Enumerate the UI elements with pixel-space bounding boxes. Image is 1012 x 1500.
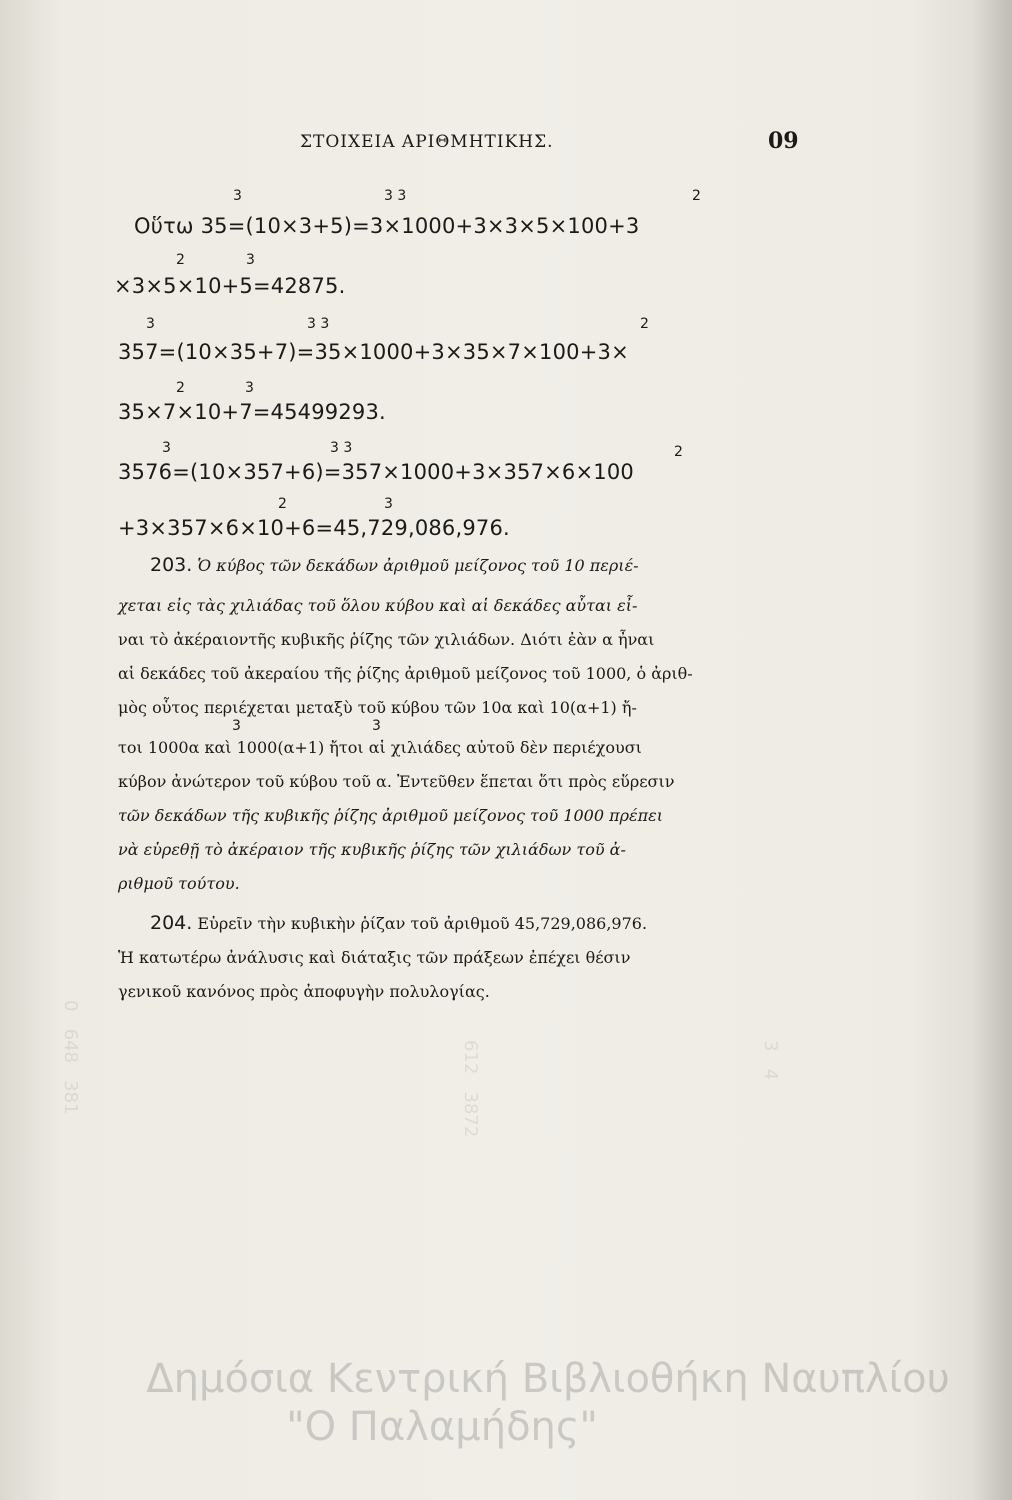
exponent: 3 [384,496,393,512]
page-header [0,128,1012,162]
equation-line: +3×357×6×10+6=45,729,086,976. [118,516,510,540]
exponent: 3 [146,316,155,332]
paragraph-text: Εὑρεῖν τὴν κυβικὴν ῥίζαν τοῦ ἀριθμοῦ 45,729,086,976. [197,914,648,933]
exponent: 3 3 [307,316,330,332]
paragraph-204-line: γενικοῦ κανόνος πρὸς ἀποφυγὴν πολυλογίας. [118,982,490,1001]
paragraph-203-line [150,554,639,576]
exponent: 3 [233,188,242,204]
page-number: 09 [768,128,799,154]
exponent: 3 3 [330,440,353,456]
library-watermark: "Ο Παλαμήδης" [286,1404,598,1450]
paragraph-203-line: ναι τὸ ἀκέραιοντῆς κυβικῆς ῥίζης τῶν χιλιάδων. Διότι ἐὰν α ἦναι [118,630,655,649]
exponent: 3 [245,380,254,396]
paragraph-203-line: τοι 1000α καὶ 1000(α+1) ἤτοι αἱ χιλιάδες αὐτοῦ δὲν περιέχουσι [118,738,642,757]
paragraph-203-line: τῶν δεκάδων τῆς κυβικῆς ῥίζης ἀριθμοῦ μείζονος τοῦ 1000 πρέπει [118,806,663,825]
bleed-through-mark: 612 3872 [460,1040,481,1138]
exponent: 2 [176,252,185,268]
exponent: 3 [372,718,381,734]
equation-line: 3576=(10×357+6)=357×1000+3×357×6×100 [118,460,634,484]
exponent: 2 [674,444,683,460]
exponent: 3 [232,718,241,734]
exponent: 2 [176,380,185,396]
paragraph-203-line: αἱ δεκάδες τοῦ ἀκεραίου τῆς ῥίζης ἀριθμοῦ μείζονος τοῦ 1000, ὁ ἀριθ- [118,664,693,683]
paragraph-text: Ὁ κύβος τῶν δεκάδων ἀριθμοῦ μείζονος τοῦ 10 περιέ- [197,556,639,575]
equation-line: 357=(10×35+7)=35×1000+3×35×7×100+3× [118,340,629,364]
library-watermark: Δημόσια Κεντρική Βιβλιοθήκη Ναυπλίου [146,1356,950,1402]
section-number: 203. [150,554,193,576]
paragraph-203-line: ριθμοῦ τούτου. [118,874,240,893]
paragraph-203-line: μὸς οὗτος περιέχεται μεταξὺ τοῦ κύβου τῶν 10α καὶ 10(α+1) ἤ- [118,698,637,717]
paragraph-203-line: νὰ εὑρεθῇ τὸ ἀκέραιον τῆς κυβικῆς ῥίζης τῶν χιλιάδων τοῦ ἀ- [118,840,626,859]
exponent: 2 [278,496,287,512]
exponent: 3 [246,252,255,268]
page-edge-shadow [972,0,1012,1500]
exponent: 3 3 [384,188,407,204]
running-head: ΣΤΟΙΧΕΙΑ ΑΡΙΘΜΗΤΙΚΗΣ. [300,132,554,152]
paragraph-204-line [150,912,647,934]
paragraph-203-line: κύβον ἀνώτερον τοῦ κύβου τοῦ α. Ἐντεῦθεν ἕπεται ὅτι πρὸς εὕρεσιν [118,772,675,791]
exponent: 2 [640,316,649,332]
equation-line: Οὕτω 35=(10×3+5)=3×1000+3×3×5×100+3 [134,214,640,238]
bleed-through-mark: 0 648 381 [60,1000,81,1115]
section-number: 204. [150,912,193,934]
paragraph-203-line: χεται εἰς τὰς χιλιάδας τοῦ ὅλου κύβου καὶ αἱ δεκάδες αὗται εἶ- [118,596,638,615]
bleed-through-mark: 3 4 [760,1040,781,1081]
paragraph-204-line: Ἡ κατωτέρω ἀνάλυσις καὶ διάταξις τῶν πράξεων ἐπέχει θέσιν [118,948,631,967]
equation-line: ×3×5×10+5=42875. [114,274,346,298]
exponent: 3 [162,440,171,456]
exponent: 2 [692,188,701,204]
equation-line: 35×7×10+7=45499293. [118,400,386,424]
